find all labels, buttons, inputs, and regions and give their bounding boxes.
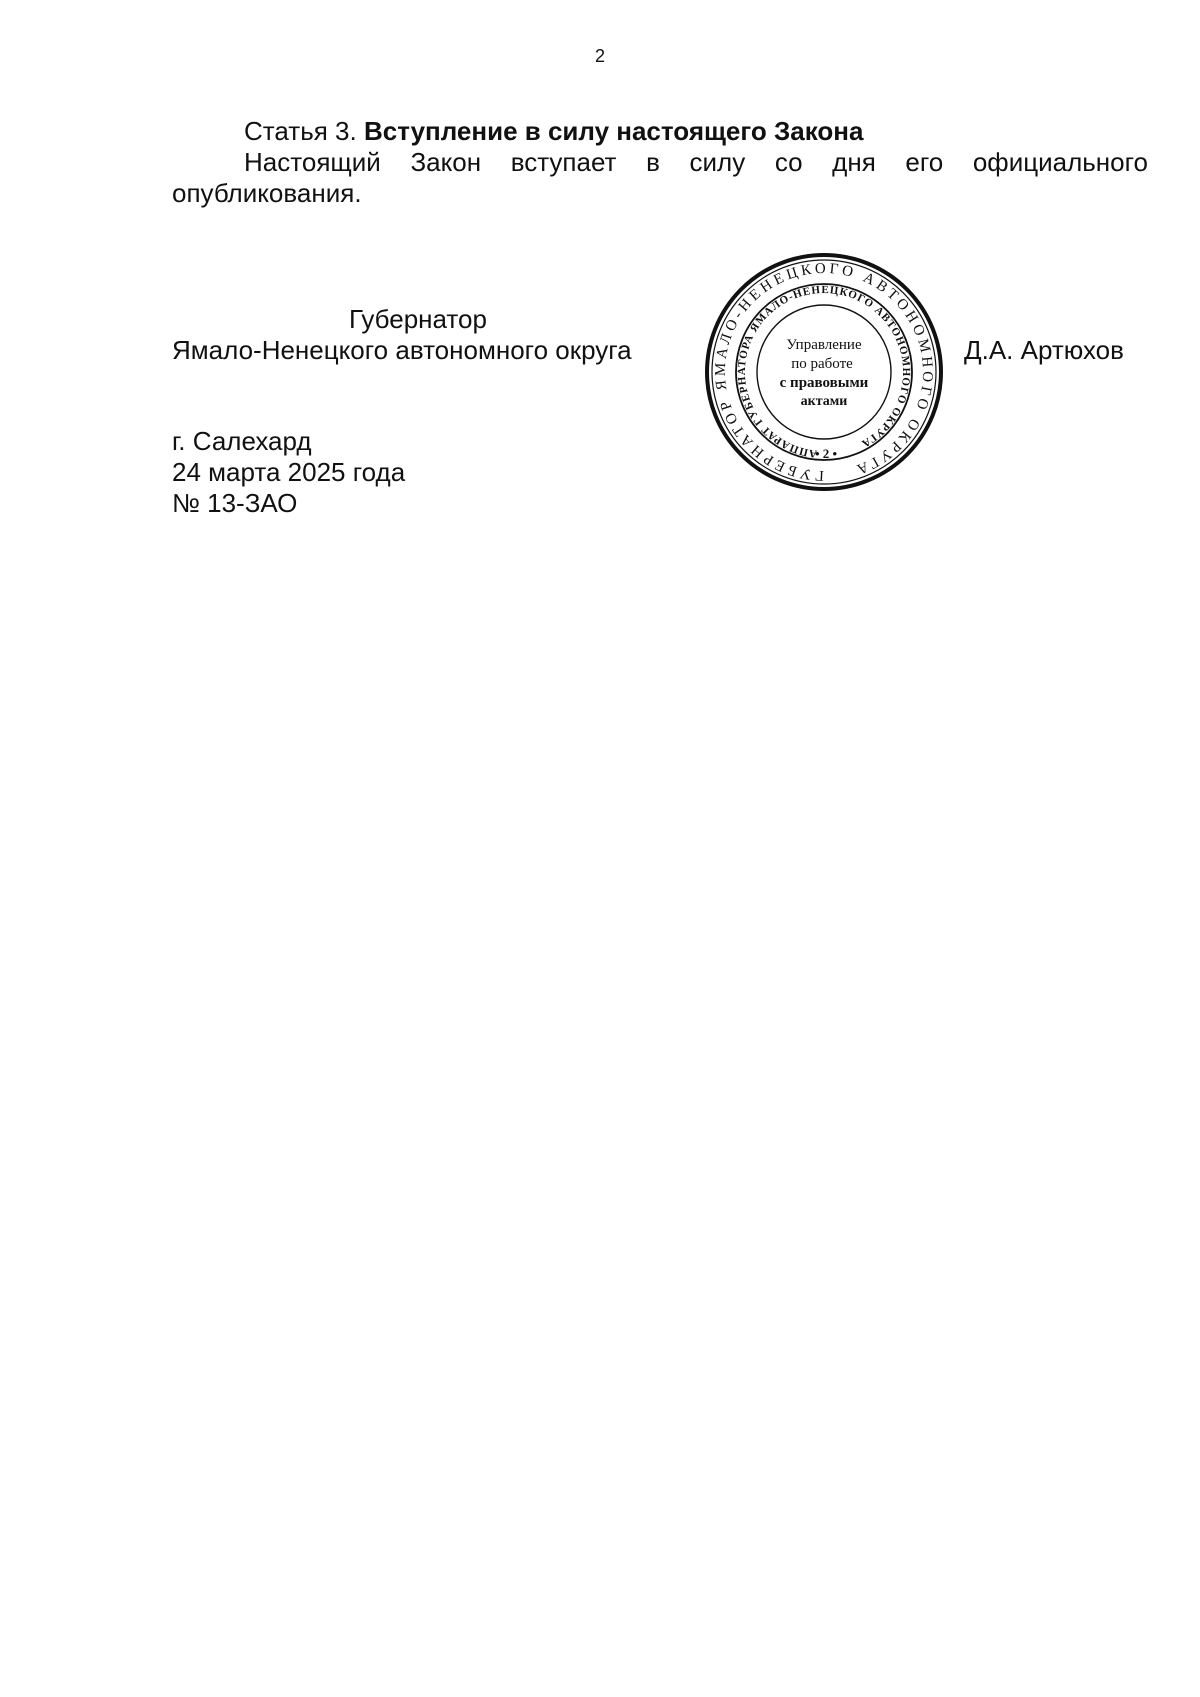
document-footer <box>172 426 405 519</box>
page-number: 2 <box>594 46 605 66</box>
seal-center-line-4: актами <box>800 394 848 409</box>
seal-number: • 2 • <box>814 446 838 461</box>
article-prefix: Статья 3. <box>244 116 357 146</box>
official-seal <box>704 252 944 492</box>
signatory-name: Д.А. Артюхов <box>964 335 1124 365</box>
seal-center-line-2: по работе <box>791 356 853 372</box>
article-body: Настоящий Закон вступает в силу со дня его официального опубликования. <box>172 147 1148 208</box>
seal-inner-text: АППАРАТ ГУБЕРНАТОРА ЯМАЛО-НЕНЕЦКОГО АВТОНОМНОГО ОКРУГА <box>735 283 913 460</box>
seal-center-line-1: Управление <box>786 337 862 353</box>
signature-title <box>172 304 632 366</box>
signature-title-line-2: Ямало-Ненецкого автономного округа <box>172 335 632 365</box>
article-3 <box>172 116 1148 209</box>
article-heading <box>172 116 1148 147</box>
seal-center-line-3: с правовыми <box>779 375 869 391</box>
signature-title-line-1: Губернатор <box>349 304 487 334</box>
document-number: № 13-ЗАО <box>172 488 298 518</box>
article-title: Вступление в силу настоящего Закона <box>363 116 864 146</box>
seal-outer-text: ГУБЕРНАТОР ЯМАЛО-НЕНЕЦКОГО АВТОНОМНОГО ОКРУГА <box>712 260 936 484</box>
document-date: 24 марта 2025 года <box>172 457 406 487</box>
document-city: г. Салехард <box>172 426 312 456</box>
